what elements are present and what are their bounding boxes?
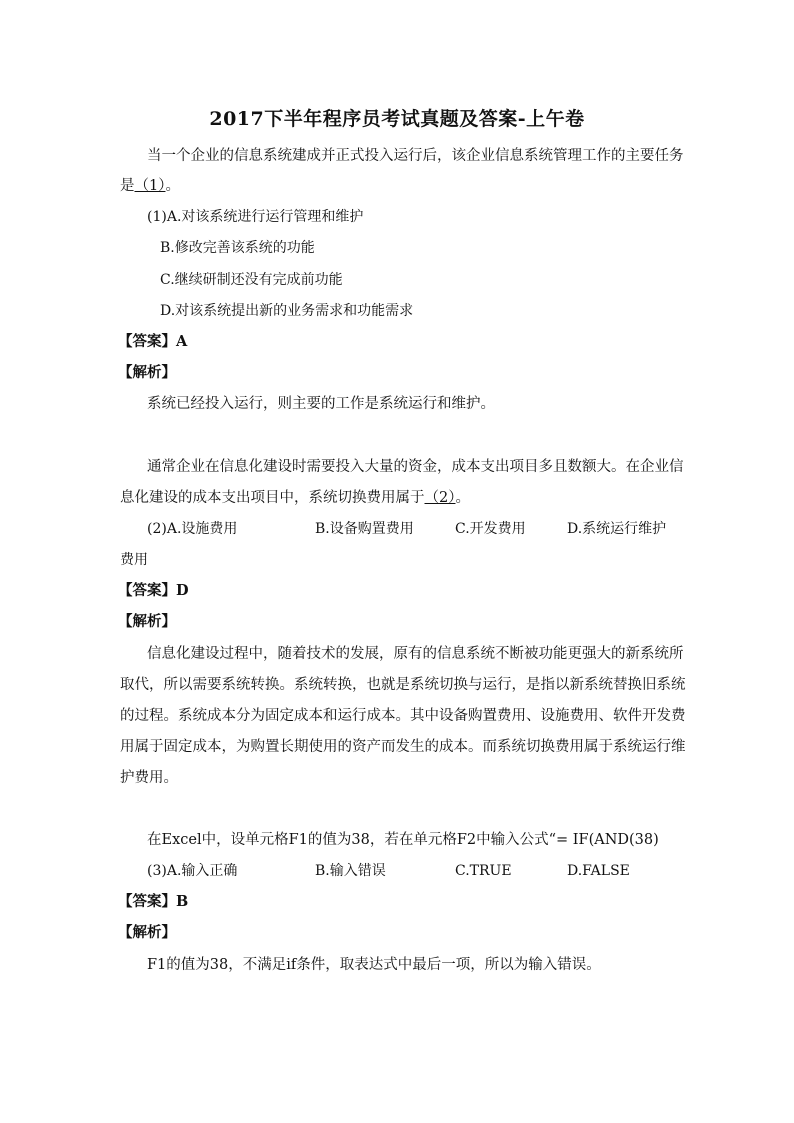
q2-option-c: C.开发费用 — [455, 521, 526, 537]
q2-analysis-line-4: 用属于固定成本，为购置长期使用的资产而发生的成本。而系统切换费用属于系统运行维 — [120, 739, 686, 755]
q2-option-a: (2)A.设施费用 — [147, 521, 238, 537]
q1-option-d: D.对该系统提出新的业务需求和功能需求 — [160, 303, 414, 319]
q2-analysis-label: 【解析】 — [118, 613, 176, 630]
q3-option-c: C.TRUE — [455, 863, 512, 879]
q2-answer: 【答案】D — [118, 582, 189, 599]
q1-analysis-text: 系统已经投入运行，则主要的工作是系统运行和维护。 — [147, 396, 495, 412]
q3-option-b: B.输入错误 — [315, 863, 386, 879]
q2-stem-suffix: 。 — [455, 490, 470, 506]
q2-analysis-line-3: 的过程。系统成本分为固定成本和运行成本。其中设备购置费用、设施费用、软件开发费 — [120, 708, 686, 724]
q3-analysis-label: 【解析】 — [118, 924, 176, 941]
q2-analysis-line-1: 信息化建设过程中，随着技术的发展，原有的信息系统不断被功能更强大的新系统所 — [147, 646, 684, 662]
q2-stem-line-2 — [120, 488, 470, 508]
q3-option-a: (3)A.输入正确 — [147, 863, 238, 879]
q3-stem-line-1: 在Excel中，设单元格F1的值为38，若在单元格F2中输入公式“= IF(AND(38) — [147, 832, 659, 848]
q2-stem-prefix: 息化建设的成本支出项目中，系统切换费用属于 — [120, 490, 425, 506]
q3-option-d: D.FALSE — [567, 863, 630, 879]
q2-blank: （2） — [424, 490, 456, 506]
q2-option-d: D.系统运行维护 — [567, 521, 667, 537]
page-title: 2017下半年程序员考试真题及答案-上午卷 — [209, 108, 585, 130]
q3-answer: 【答案】B — [118, 893, 189, 910]
q2-analysis-line-5: 护费用。 — [120, 770, 178, 786]
q1-option-c: C.继续研制还没有完成前功能 — [160, 272, 343, 288]
q1-analysis-label: 【解析】 — [118, 364, 176, 381]
q2-analysis-line-2: 取代，所以需要系统转换。系统转换，也就是系统切换与运行，是指以新系统替换旧系统 — [120, 677, 686, 693]
q1-stem-suffix: 。 — [165, 178, 180, 194]
q1-stem-line-2 — [120, 176, 180, 196]
q1-stem-line-1: 当一个企业的信息系统建成并正式投入运行后，该企业信息系统管理工作的主要任务 — [147, 148, 684, 164]
q2-option-d-continued: 费用 — [120, 552, 148, 568]
q1-option-b: B.修改完善该系统的功能 — [160, 240, 315, 256]
q1-option-a: (1)A.对该系统进行运行管理和维护 — [147, 209, 364, 225]
q1-stem-prefix: 是 — [120, 178, 135, 194]
q1-blank: （1） — [134, 178, 166, 194]
q1-answer: 【答案】A — [118, 333, 188, 350]
q2-stem-line-1: 通常企业在信息化建设时需要投入大量的资金，成本支出项目多且数额大。在企业信 — [147, 459, 684, 475]
q2-option-b: B.设备购置费用 — [315, 521, 414, 537]
q3-analysis-text: F1的值为38，不满足if条件，取表达式中最后一项，所以为输入错误。 — [147, 957, 601, 973]
